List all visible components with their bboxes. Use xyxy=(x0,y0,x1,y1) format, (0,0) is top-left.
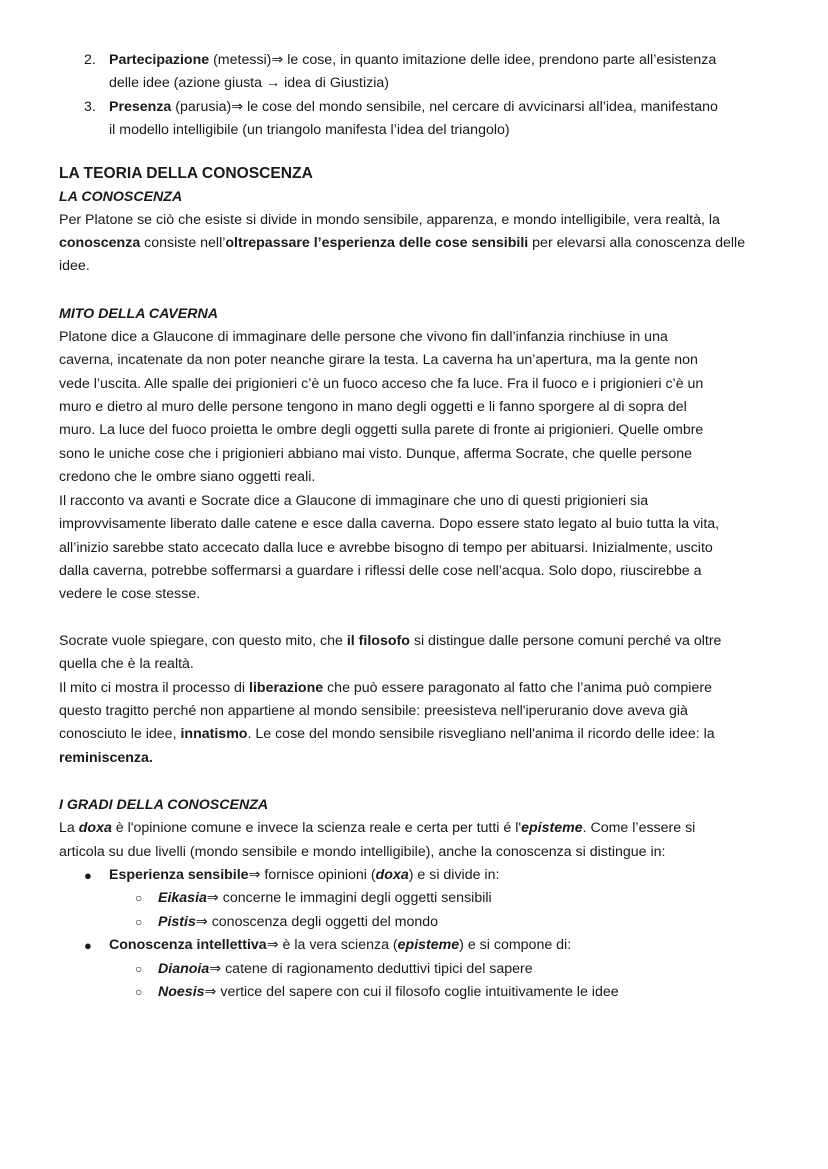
circle-bullet-icon: ○ xyxy=(135,985,143,999)
paragraph-conoscenza: Per Platone se ciò che esiste si divide in mondo sensibile, apparenza, e mondo intelligibile, vera realtà, la conoscenza consiste nell’oltrepassare l’esperienza delle cose sensibili per elevarsi alla conoscenza delle idee. xyxy=(59,211,746,275)
paragraph-liberazione: Il mito ci mostra il processo di liberazione che può essere paragonato al fatto che l’anima può compiere questo tragitto perché non appartiene al mondo sensibile: preesisteva nell'iperuranio dove aveva già conosciuto le idee, innatismo. Le cose del mondo sensibile risvegliano nell'anima il ricordo delle idee: la reminiscenza. xyxy=(59,679,715,766)
sub-bullet-item: ○ Noesis⇒ vertice del sapere con cui il filosofo coglie intuitivamente le idee xyxy=(59,981,769,1004)
heading-caverna: MITO DELLA CAVERNA xyxy=(59,305,218,322)
paragraph-filosofo: Socrate vuole spiegare, con questo mito, che il filosofo si distingue dalle persone comuni perché va oltre quella che è la realtà. xyxy=(59,632,722,673)
circle-bullet-icon: ○ xyxy=(135,891,143,906)
sub-bullet-item: ○ Pistis⇒ conoscenza degli oggetti del mondo xyxy=(59,911,769,934)
intro-numbered-list xyxy=(59,49,769,143)
list-term: Presenza xyxy=(109,98,172,115)
list-item xyxy=(59,96,769,143)
list-number: 3. xyxy=(84,98,96,115)
list-text: (metessi)⇒ le cose, in quanto imitazione delle idee, prendono parte all’esistenza xyxy=(209,52,717,68)
sub-bullet-item: ○ Eikasia⇒ concerne le immagini degli oggetti sensibili xyxy=(59,887,769,910)
document-page xyxy=(59,49,769,1004)
list-text: delle idee (azione giusta → idea di Giustizia) xyxy=(109,75,389,92)
list-number: 2. xyxy=(84,52,96,68)
heading-conoscenza: LA CONOSCENZA xyxy=(59,188,183,205)
circle-bullet-icon: ○ xyxy=(135,914,143,929)
circle-bullet-icon: ○ xyxy=(135,961,143,976)
bullet-item: ● Esperienza sensibile⇒ fornisce opinioni (doxa) e si divide in: xyxy=(59,864,769,887)
sub-bullet-item: ○ Dianoia⇒ catene di ragionamento deduttivi tipici del sapere xyxy=(59,958,769,981)
list-term: Partecipazione xyxy=(109,52,210,68)
list-item xyxy=(59,49,769,96)
paragraph-gradi: La doxa è l'opinione comune e invece la scienza reale e certa per tutti é l'episteme. Come l’essere si articola su due livelli (mondo sensibile e mondo intelligibile), anche la conoscenza si distingue in: xyxy=(59,820,696,860)
paragraph-caverna: Platone dice a Glaucone di immaginare delle persone che vivono fin dall’infanzia rinchiuse in una caverna, incatenate da non poter neanche girare la testa. La caverna ha un’apertura, ma la gente non vede l’uscita. Alle spalle dei prigionieri c’è un fuoco acceso che fa luce. Fra il fuoco e i prigionieri c’è un muro e dietro al muro delle persone tengono in mano degli oggetti e li fanno sporgere al di sopra del muro. La luce del fuoco proietta le ombre degli oggetti sulla parete di fronte ai prigionieri. Quelle ombre sono le uniche cose che i prigionieri abbiano mai visto. Dunque, afferma Socrate, che quelle persone credono che le ombre siano oggetti reali. Il racconto va avanti e Socrate dice a Glaucone di immaginare che uno di questi prigionieri sia improvvisamente liberato dalle catene e esce dalla caverna. Dopo essere stato legato al buio tutta la vita, all’inizio sarebbe stato accecato dalla luce e avrebbe bisogno di tempo per abituarsi. Inizialmente, uscito dalla caverna, potrebbe soffermarsi a guardare i riflessi delle cose nell’acqua. Solo dopo, riuscirebbe a vedere le cose stesse. xyxy=(59,328,720,603)
bullet-item: ● Conoscenza intellettiva⇒ è la vera scienza (episteme) e si compone di: xyxy=(59,934,769,957)
list-text: il modello intelligibile (un triangolo manifesta l’idea del triangolo) xyxy=(109,122,510,139)
list-text: (parusia)⇒ le cose del mondo sensibile, nel cercare di avvicinarsi all’idea, manifestano xyxy=(171,98,718,115)
heading-gradi: I GRADI DELLA CONOSCENZA xyxy=(59,797,269,814)
bullet-icon: ● xyxy=(84,867,92,883)
bullet-icon: ● xyxy=(84,938,92,954)
section-title: LA TEORIA DELLA CONOSCENZA xyxy=(59,164,313,182)
